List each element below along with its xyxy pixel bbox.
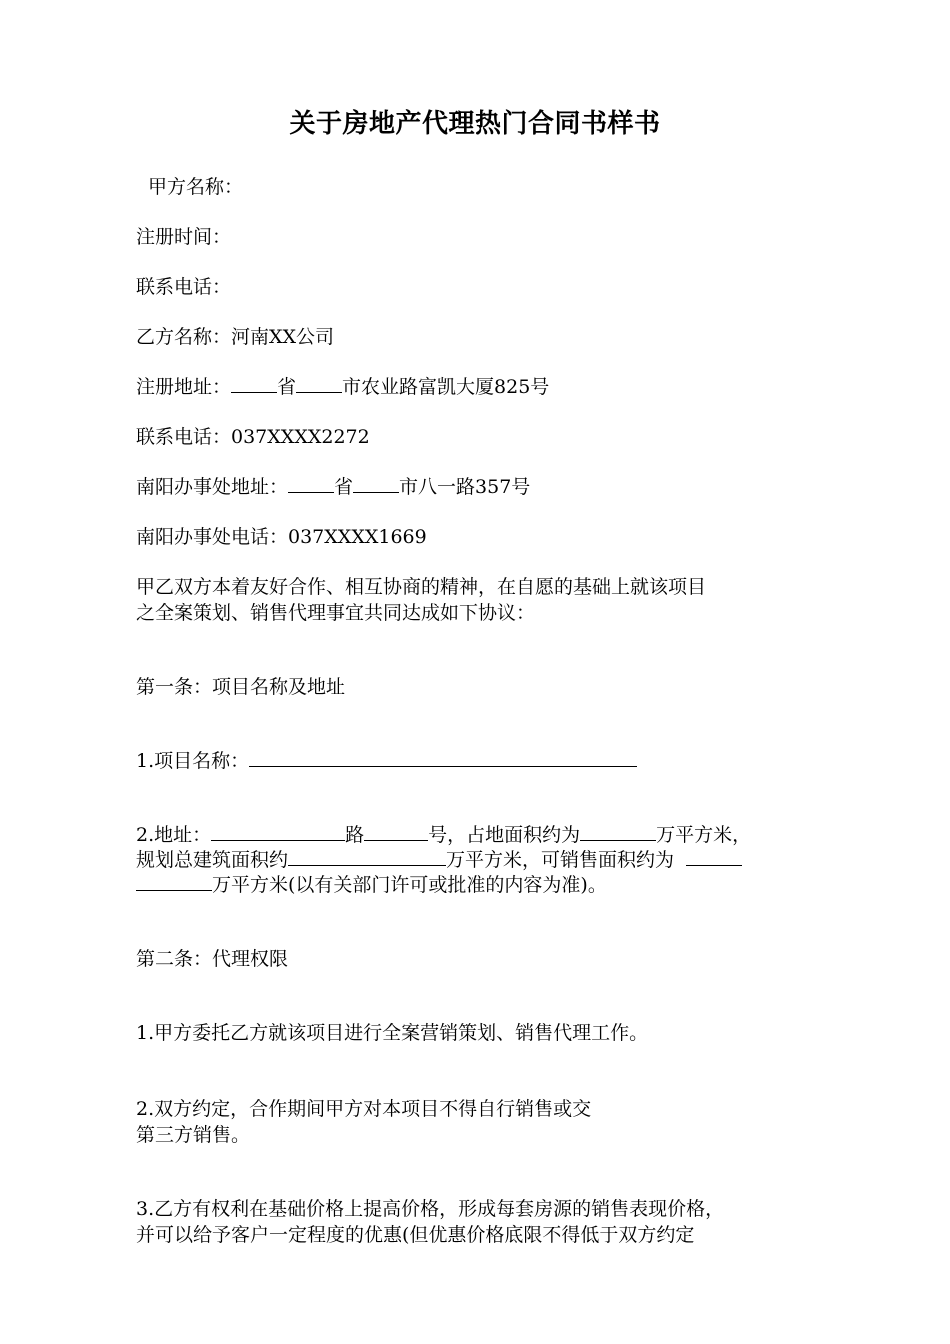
saleable-area-blank-1 xyxy=(686,847,742,866)
saleable-area-text: 万平方米，可销售面积约为 xyxy=(446,849,675,871)
city-blank xyxy=(296,374,342,393)
party-b-address-rest: 市农业路富凯大厦825号 xyxy=(342,376,550,398)
office-address-rest: 市八一路357号 xyxy=(399,476,531,498)
road-text: 路 xyxy=(345,824,365,846)
number-blank xyxy=(364,822,428,841)
document-title: 关于房地产代理热门合同书样书 xyxy=(289,109,661,139)
preamble-line-1: 甲乙双方本着友好合作、相互协商的精神，在自愿的基础上就该项目 xyxy=(136,576,707,598)
party-b-phone: 联系电话：037XXXX2272 xyxy=(136,426,370,448)
article-1-item-2-line-3 xyxy=(136,872,607,898)
office-city-blank xyxy=(353,474,399,493)
party-a-reg-time-label: 注册时间： xyxy=(136,226,232,248)
office-phone: 南阳办事处电话：037XXXX1669 xyxy=(136,526,427,548)
land-area-unit: 万平方米， xyxy=(656,824,752,846)
party-a-name-label: 甲方名称： xyxy=(148,176,244,198)
article-1-item-2-line-2 xyxy=(136,847,742,873)
party-b-name: 乙方名称：河南XX公司 xyxy=(136,326,335,348)
article-2-item-2-line-1: 2.双方约定，合作期间甲方对本项目不得自行销售或交 xyxy=(136,1098,592,1120)
land-area-text: 号，占地面积约为 xyxy=(428,824,581,846)
party-b-address xyxy=(136,374,549,400)
article-1-item-1 xyxy=(136,748,637,774)
address-label: 2.地址： xyxy=(136,824,212,846)
saleable-area-blank-2 xyxy=(136,872,212,891)
building-area-blank xyxy=(288,847,446,866)
project-name-blank xyxy=(249,748,637,767)
project-name-label: 1.项目名称： xyxy=(136,750,250,772)
article-2-item-2-line-2: 第三方销售。 xyxy=(136,1124,251,1146)
saleable-area-note: 万平方米(以有关部门许可或批准的内容为准)。 xyxy=(212,874,607,896)
party-b-address-province: 省 xyxy=(277,376,297,398)
building-area-text: 规划总建筑面积约 xyxy=(136,849,289,871)
article-2-item-1: 1.甲方委托乙方就该项目进行全案营销策划、销售代理工作。 xyxy=(136,1022,649,1044)
party-a-phone-label: 联系电话： xyxy=(136,276,232,298)
road-blank xyxy=(211,822,345,841)
office-address-prefix: 南阳办事处地址： xyxy=(136,476,289,498)
province-blank xyxy=(231,374,277,393)
article-2-item-3-line-1: 3.乙方有权利在基础价格上提高价格，形成每套房源的销售表现价格， xyxy=(136,1198,725,1220)
office-address-province: 省 xyxy=(334,476,354,498)
article-2-item-3-line-2: 并可以给予客户一定程度的优惠(但优惠价格底限不得低于双方约定 xyxy=(136,1224,695,1246)
article-2-heading: 第二条：代理权限 xyxy=(136,948,289,970)
preamble-line-2: 之全案策划、销售代理事宜共同达成如下协议： xyxy=(136,602,536,624)
office-province-blank xyxy=(288,474,334,493)
party-b-address-prefix: 注册地址： xyxy=(136,376,232,398)
office-address xyxy=(136,474,530,500)
article-1-item-2-line-1 xyxy=(136,822,751,848)
article-1-heading: 第一条：项目名称及地址 xyxy=(136,676,346,698)
land-area-blank xyxy=(580,822,656,841)
